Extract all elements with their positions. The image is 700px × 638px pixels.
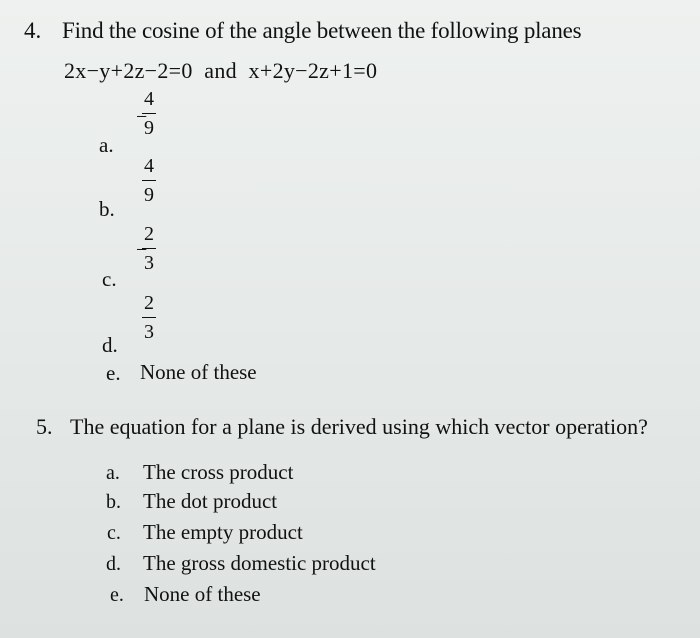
question-4-number: 4. — [24, 18, 42, 43]
q4-option-d-letter: d. — [102, 333, 118, 357]
question-4-equations: 2x−y+2z−2=0 and x+2y−2z+1=0 — [64, 58, 378, 83]
q4-option-d-fraction-bar — [142, 317, 156, 318]
q4-option-e-text: None of these — [140, 360, 257, 384]
q5-option-c-letter: c. — [107, 522, 121, 544]
q4-option-c-denominator: 3 — [144, 252, 154, 274]
q5-option-d-letter: d. — [106, 553, 121, 575]
q4-option-b-fraction-bar — [142, 180, 156, 181]
q4-option-d-denominator: 3 — [144, 321, 154, 343]
q4-option-c-numerator: 2 — [144, 223, 154, 245]
q4-option-c-fraction — [142, 223, 156, 274]
q5-option-b-letter: b. — [106, 491, 121, 513]
q4-option-a-sign: − — [136, 106, 148, 128]
q4-option-a-fraction-bar — [142, 113, 156, 114]
q4-option-a-fraction — [142, 88, 156, 139]
q4-option-c-fraction-bar — [142, 248, 156, 249]
q4-option-c-letter: c. — [102, 267, 117, 291]
q4-option-a-denominator: 9 — [144, 117, 154, 139]
q4-option-a-letter: a. — [99, 133, 114, 157]
q5-option-e-letter: e. — [110, 584, 124, 606]
q4-option-d-fraction — [142, 292, 156, 343]
q5-option-a-letter: a. — [106, 462, 120, 484]
q4-option-b-numerator: 4 — [144, 155, 154, 177]
q5-option-c-text: The empty product — [143, 520, 303, 544]
q4-option-e-letter: e. — [106, 361, 121, 385]
q5-option-b-text: The dot product — [143, 489, 278, 513]
q5-option-a-text: The cross product — [143, 460, 294, 484]
q4-option-c-sign: − — [136, 239, 148, 261]
q5-option-d-text: The gross domestic product — [143, 551, 376, 575]
q4-option-b-denominator: 9 — [144, 184, 154, 206]
q5-option-e-text: None of these — [144, 582, 261, 606]
question-5-prompt: The equation for a plane is derived using which vector operation? — [70, 414, 648, 439]
q4-option-a-numerator: 4 — [144, 88, 154, 110]
question-4-prompt: Find the cosine of the angle between the following planes — [62, 18, 582, 43]
q4-option-d-numerator: 2 — [144, 292, 154, 314]
q4-option-b-fraction — [142, 155, 156, 206]
question-5-number: 5. — [36, 414, 53, 439]
q4-option-b-letter: b. — [99, 197, 115, 221]
